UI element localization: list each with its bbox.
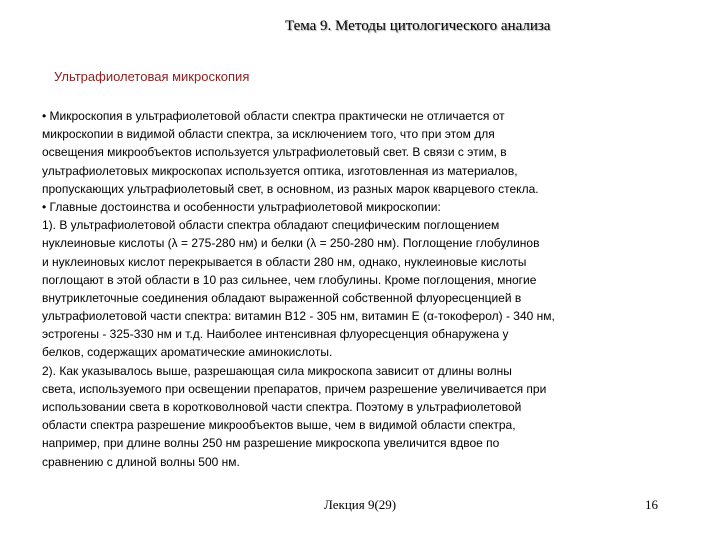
body-text: [42, 107, 674, 471]
body-line: 1). В ультрафиолетовой области спектра обладают специфическим поглощением: [42, 218, 500, 233]
body-line: микроскопии в видимой области спектра, за исключением того, что при этом для: [42, 127, 495, 142]
body-line: области спектра разрешение микрообъектов выше, чем в видимой области спектра,: [42, 418, 516, 433]
body-line: внутриклеточные соединения обладают выраженной собственной флуоресценцией в: [42, 290, 522, 305]
body-line: пропускающих ультрафиолетовый свет, в основном, из разных марок кварцевого стекла.: [42, 181, 539, 196]
body-line: и нуклеиновых кислот перекрывается в области 280 нм, однако, нуклеиновые кислоты: [42, 254, 527, 269]
body-line: • Главные достоинства и особенности ультрафиолетовой микроскопии:: [42, 199, 441, 214]
body-line: ультрафиолетовой части спектра: витамин В12 - 305 нм, витамин Е (α-токоферол) - 340 нм,: [42, 309, 555, 324]
slide-subtitle: Ультрафиолетовая микроскопия: [54, 69, 250, 84]
body-line: эстрогены - 325-330 нм и т.д. Наиболее интенсивная флуоресценция обнаружена у: [42, 327, 509, 342]
page-number: 16: [645, 497, 658, 512]
body-line: белков, содержащих ароматические аминокислоты.: [42, 345, 333, 360]
body-line: света, используемого при освещении препаратов, причем разрешение увеличивается при: [42, 381, 547, 396]
body-line: освещения микрообъектов используется ультрафиолетовый свет. В связи с этим, в: [42, 145, 507, 160]
body-line: ультрафиолетовых микроскопах используется оптика, изготовленная из материалов,: [42, 163, 518, 178]
body-line: использовании света в коротковолновой части спектра. Поэтому в ультрафиолетовой: [42, 400, 522, 414]
body-line: • Микроскопия в ультрафиолетовой области спектра практически не отличается от: [42, 109, 505, 123]
body-line: например, при длине волны 250 нм разрешение микроскопа увеличится вдвое по: [42, 436, 500, 451]
body-line: 2). Как указывалось выше, разрешающая сила микроскопа зависит от длины волны: [42, 363, 512, 378]
body-line: поглощают в этой области в 10 раз сильнее, чем глобулины. Кроме поглощения, многие: [42, 272, 537, 287]
footer-lecture-label: Лекция 9(29): [324, 497, 397, 512]
body-line: сравнению с длиной волны 500 нм.: [42, 454, 240, 469]
slide-title: Тема 9. Методы цитологического анализа: [285, 18, 551, 34]
body-line: нуклеиновые кислоты (λ = 275-280 нм) и белки (λ = 250-280 нм). Поглощение глобулинов: [42, 236, 540, 251]
